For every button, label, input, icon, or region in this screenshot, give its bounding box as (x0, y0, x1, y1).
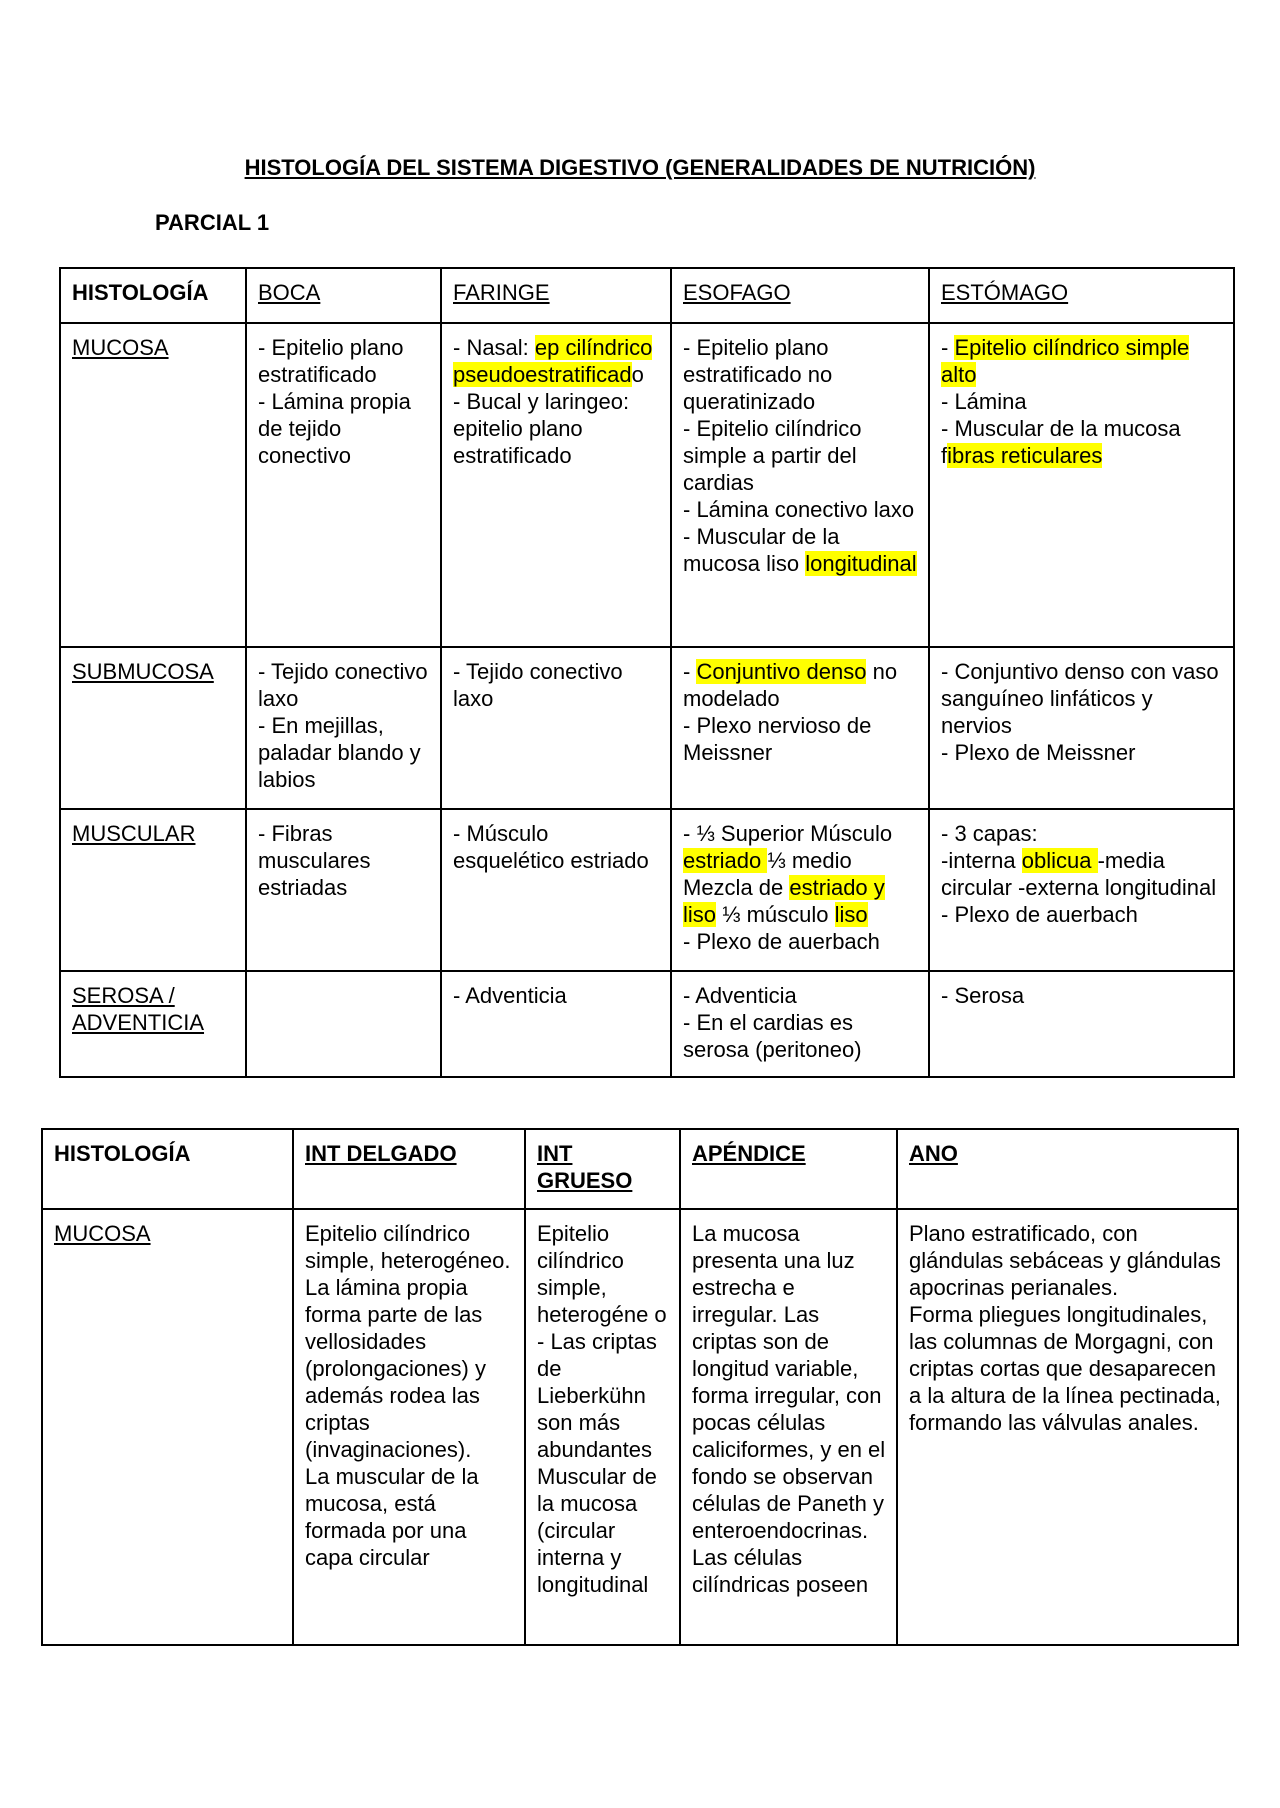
cell-line (537, 1328, 669, 1463)
table-cell (246, 323, 441, 647)
table-row (60, 323, 1234, 647)
page-title: HISTOLOGÍA DEL SISTEMA DIGESTIVO (GENERALIDADES DE NUTRICIÓN) (244, 155, 1036, 180)
cell-line (683, 820, 918, 928)
cell-line (258, 334, 430, 388)
cell-line (941, 658, 1223, 739)
highlighted-text: Conjuntivo denso (696, 659, 867, 684)
header-cell: ESTÓMAGO (929, 268, 1234, 323)
cell-line (683, 523, 918, 577)
cell-text: La lámina propia forma parte de las vellosidades (prolongaciones) y además rodea las criptas (invaginaciones). (305, 1275, 486, 1462)
cell-line (683, 1009, 918, 1063)
cell-line (941, 334, 1223, 388)
cell-text: - Lámina conectivo laxo (683, 497, 915, 522)
cell-text: Muscular de la mucosa (circular interna y longitudinal (537, 1464, 657, 1597)
header-cell: BOCA (246, 268, 441, 323)
cell-line (683, 928, 918, 955)
cell-text: Forma pliegues longitudinales, las columnas de Morgagni, con criptas cortas que desaparecen a la altura de la línea pectinada, formando las válvulas anales. (909, 1302, 1221, 1435)
cell-text: ⅓ medio Mezcla de (683, 848, 852, 900)
cell-line (941, 901, 1223, 928)
cell-text: - Muscular de la mucosa f (941, 416, 1181, 468)
cell-text: - Plexo nervioso de Meissner (683, 713, 872, 765)
cell-text: Epitelio cilíndrico simple, heterogéne o (537, 1221, 667, 1327)
cell-line (305, 1463, 514, 1571)
highlighted-text: Epitelio cilíndrico simple alto (941, 335, 1190, 387)
cell-line (453, 388, 660, 469)
cell-text: no modelado (683, 659, 898, 711)
cell-line (453, 334, 660, 388)
highlighted-text: ep cilíndrico pseudoestratificad (453, 335, 653, 387)
cell-text: Plano estratificado, con glándulas sebáceas y glándulas apocrinas perianales. (909, 1221, 1221, 1300)
table-cell (525, 1209, 680, 1645)
row-label: MUCOSA (42, 1209, 293, 1645)
cell-text: - (941, 335, 955, 360)
row-label: MUCOSA (60, 323, 246, 647)
cell-line (683, 496, 918, 523)
cell-text: - En mejillas, paladar blando y labios (258, 713, 421, 792)
table-cell (929, 647, 1234, 809)
cell-text: - Epitelio cilíndrico simple a partir del cardias (683, 416, 862, 495)
histology-table-1 (59, 267, 1235, 1078)
highlighted-text: oblicua (1021, 848, 1098, 873)
cell-line (537, 1220, 669, 1328)
table-cell (441, 647, 671, 809)
highlighted-text: estriado y liso (683, 875, 885, 927)
header-cell: APÉNDICE (680, 1129, 897, 1209)
cell-line (683, 415, 918, 496)
cell-text: o (631, 362, 644, 387)
table-row (60, 971, 1234, 1077)
table-row (42, 1209, 1238, 1645)
cell-line (683, 712, 918, 766)
cell-text: - ⅓ Superior Músculo (683, 821, 893, 846)
cell-line (453, 658, 660, 712)
table-cell (441, 323, 671, 647)
table-cell (671, 647, 929, 809)
table-cell (929, 971, 1234, 1077)
header-cell: FARINGE (441, 268, 671, 323)
row-label: SUBMUCOSA (60, 647, 246, 809)
cell-text: ⅓ músculo (716, 902, 835, 927)
cell-line (941, 847, 1223, 901)
cell-text: -media circular -externa longitudinal (941, 848, 1217, 900)
table-cell (897, 1209, 1238, 1645)
cell-text: - Muscular de la mucosa liso (683, 524, 840, 576)
cell-text: - Serosa (941, 983, 1025, 1008)
table-cell (671, 323, 929, 647)
table-cell (441, 971, 671, 1077)
cell-text: - Tejido conectivo laxo (258, 659, 428, 711)
cell-text: - Lámina (941, 389, 1027, 414)
cell-text: - Plexo de Meissner (941, 740, 1136, 765)
row-label: SEROSA / ADVENTICIA (60, 971, 246, 1077)
cell-line (941, 820, 1223, 847)
cell-line (909, 1220, 1227, 1301)
cell-text: - Lámina propia de tejido conectivo (258, 389, 411, 468)
cell-text: - Conjuntivo denso con vaso sanguíneo linfáticos y nervios (941, 659, 1219, 738)
cell-text: - Nasal: (453, 335, 535, 360)
header-cell: ANO (897, 1129, 1238, 1209)
table-cell (246, 647, 441, 809)
cell-text: -interna (941, 848, 1022, 873)
table-cell (246, 809, 441, 971)
cell-line (683, 658, 918, 712)
cell-text: - Plexo de auerbach (941, 902, 1138, 927)
table-header-row (60, 268, 1234, 323)
highlighted-text: longitudinal (805, 551, 917, 576)
cell-text: - Epitelio plano estratificado (258, 335, 404, 387)
cell-line (258, 820, 430, 901)
cell-line (941, 388, 1223, 415)
table-cell (680, 1209, 897, 1645)
header-cell: HISTOLOGÍA (60, 268, 246, 323)
cell-line (258, 712, 430, 793)
cell-line (453, 820, 660, 874)
table-row (60, 647, 1234, 809)
cell-line (941, 415, 1223, 469)
table-cell (441, 809, 671, 971)
cell-text: - 3 capas: (941, 821, 1038, 846)
cell-line (258, 388, 430, 469)
cell-text: - Tejido conectivo laxo (453, 659, 623, 711)
highlighted-text: ibras reticulares (947, 443, 1103, 468)
table-cell (246, 971, 441, 1077)
highlighted-text: estriado (683, 848, 768, 873)
cell-text: - Las criptas de Lieberkühn son más abundantes (537, 1329, 657, 1462)
table-row (60, 809, 1234, 971)
header-cell: INT DELGADO (293, 1129, 525, 1209)
section-subtitle: PARCIAL 1 (155, 210, 270, 235)
cell-line (683, 982, 918, 1009)
row-label: MUSCULAR (60, 809, 246, 971)
cell-line (941, 739, 1223, 766)
cell-text: - Epitelio plano estratificado no queratinizado (683, 335, 833, 414)
cell-text: - Adventicia (683, 983, 797, 1008)
header-cell: ESOFAGO (671, 268, 929, 323)
table-cell (671, 809, 929, 971)
cell-line (909, 1301, 1227, 1436)
cell-text: - (683, 659, 697, 684)
cell-text: - Fibras musculares estriadas (258, 821, 371, 900)
table-header-row (42, 1129, 1238, 1209)
table-cell (929, 323, 1234, 647)
histology-table-2 (41, 1128, 1239, 1646)
cell-text: - Bucal y laringeo: epitelio plano estratificado (453, 389, 630, 468)
cell-line (305, 1220, 514, 1274)
cell-line (453, 982, 660, 1009)
cell-text: - Músculo esquelético estriado (453, 821, 649, 873)
cell-text: La muscular de la mucosa, está formada por una capa circular (305, 1464, 479, 1570)
table-cell (293, 1209, 525, 1645)
table-cell (929, 809, 1234, 971)
cell-text: - Adventicia (453, 983, 567, 1008)
cell-line (537, 1463, 669, 1598)
cell-line (692, 1220, 886, 1598)
cell-text: Epitelio cilíndrico simple, heterogéneo. (305, 1221, 511, 1273)
table-cell (671, 971, 929, 1077)
cell-text: La mucosa presenta una luz estrecha e irregular. Las criptas son de longitud variable, forma irregular, con pocas células caliciformes, y en el fondo se observan células de Paneth y enteroendocrinas. Las células cilíndricas poseen (692, 1221, 886, 1597)
cell-line (683, 334, 918, 415)
header-cell: INT GRUESO (525, 1129, 680, 1209)
header-cell: HISTOLOGÍA (42, 1129, 293, 1209)
highlighted-text: liso (834, 902, 868, 927)
cell-line (305, 1274, 514, 1463)
cell-text: - En el cardias es serosa (peritoneo) (683, 1010, 862, 1062)
cell-text: - Plexo de auerbach (683, 929, 880, 954)
cell-line (258, 658, 430, 712)
cell-line (941, 982, 1223, 1009)
